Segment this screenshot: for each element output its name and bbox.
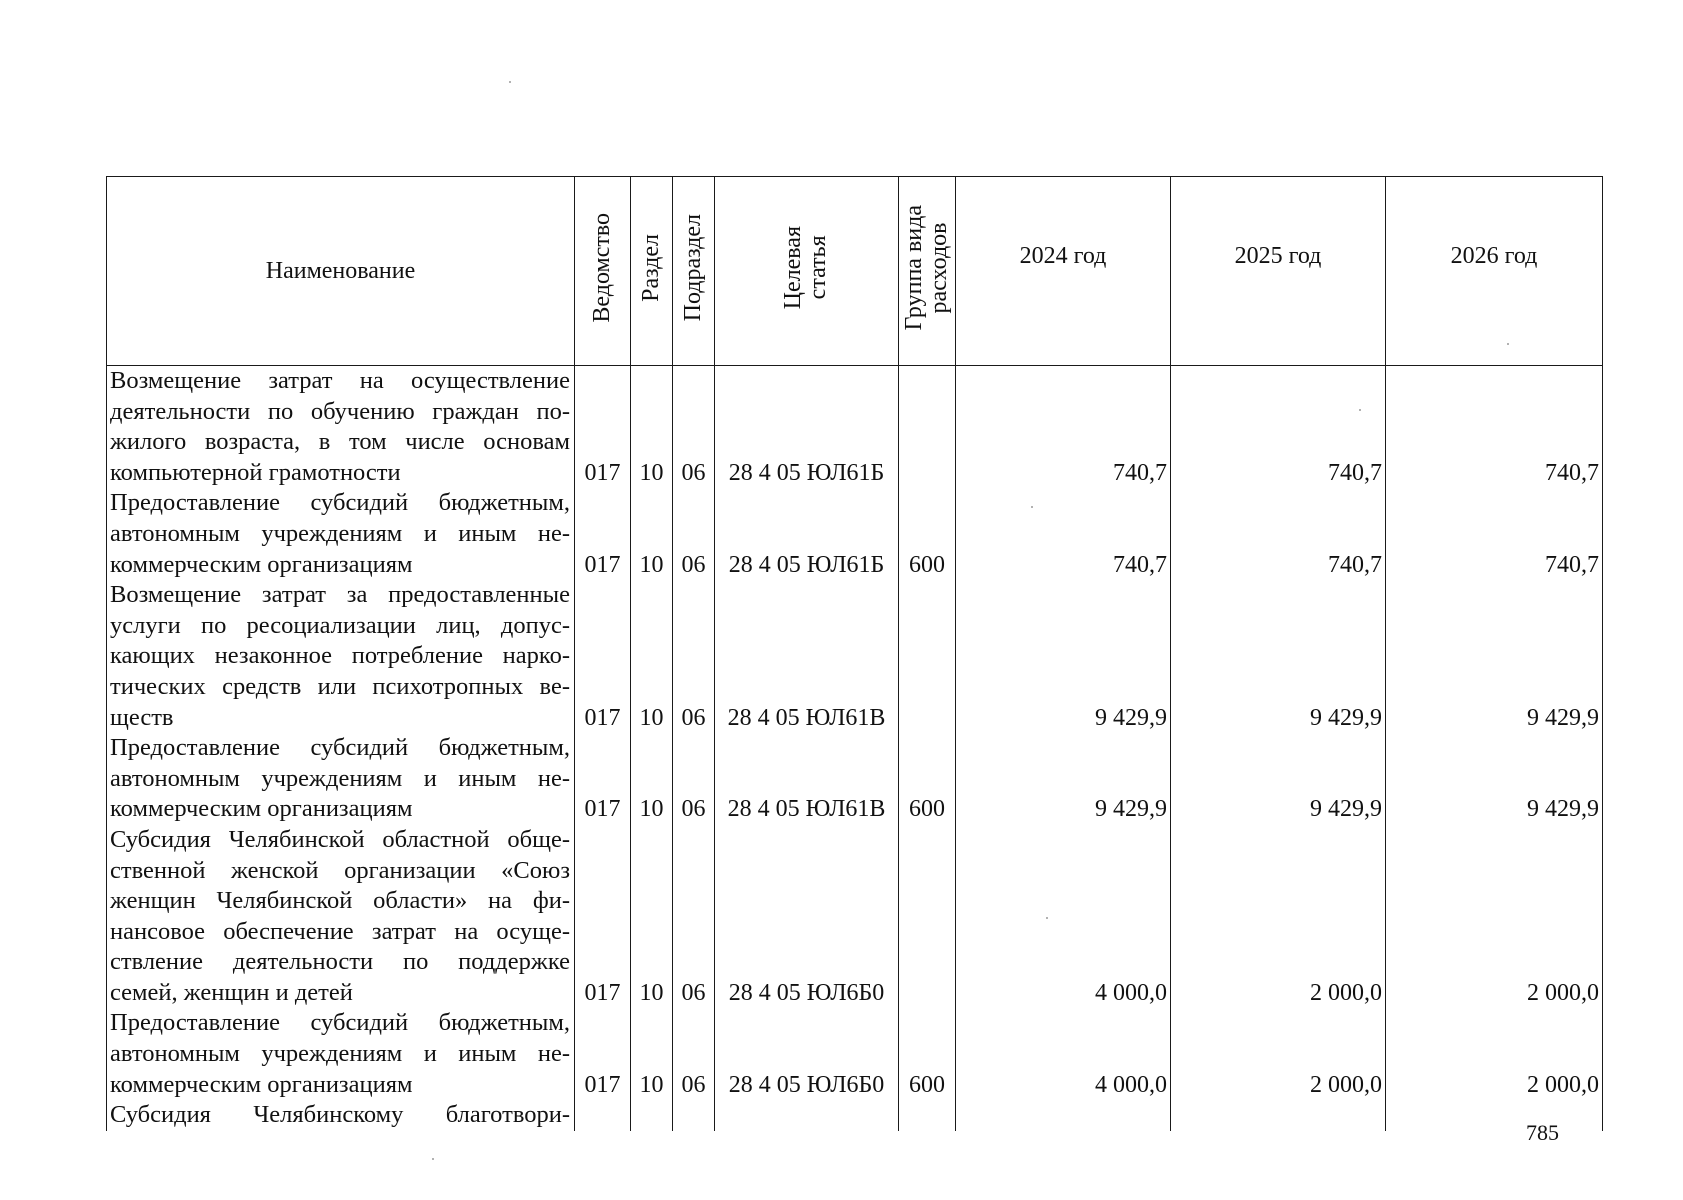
row-department: 017 — [575, 580, 631, 733]
header-2026-label: 2026 год — [1450, 242, 1538, 269]
row-name: Субсидия Челябинской областной общественной женской организации «Союз женщин Челябинской области» на финансовое обеспечение затрат на осуществление деятельности по поддержке семей, женщин и детей — [107, 825, 575, 1009]
row-section: 10 — [631, 488, 673, 580]
header-row — [107, 177, 1603, 366]
table-row — [107, 488, 1603, 580]
row-section: 10 — [631, 825, 673, 1009]
row-section: 10 — [631, 366, 673, 489]
row-name: Возмещение затрат на осуществление деятельности по обучению граждан пожилого возраста, в том числе основам компьютерной грамотности — [107, 366, 575, 489]
row-value-2026: 2 000,0 — [1386, 825, 1603, 1009]
scan-speck — [509, 81, 511, 83]
row-expense-group — [899, 366, 956, 489]
row-subsection: 06 — [673, 580, 715, 733]
row-value-2025: 740,7 — [1171, 366, 1386, 489]
row-name: Предоставление субсидий бюджетным, автономным учреждениям и иным некоммерческим организациям — [107, 488, 575, 580]
header-name-label: Наименование — [265, 257, 416, 284]
row-name: Возмещение затрат за предоставленные услуги по ресоциализации лиц, допускающих незаконное потребление наркотических средств или психотропных веществ — [107, 580, 575, 733]
row-value-2024: 4 000,0 — [956, 1008, 1171, 1100]
table-row — [107, 825, 1603, 1009]
row-department: 017 — [575, 825, 631, 1009]
row-name: Субсидия Челябинскому благотвори- — [107, 1100, 575, 1131]
table-row — [107, 366, 1603, 489]
row-value-2024 — [956, 1100, 1171, 1131]
header-expense-group-line1: Группа вида — [900, 204, 927, 331]
row-department: 017 — [575, 488, 631, 580]
scan-speck — [1046, 917, 1048, 919]
row-value-2026: 9 429,9 — [1386, 580, 1603, 733]
header-target-article-label — [781, 226, 831, 309]
row-subsection: 06 — [673, 488, 715, 580]
header-section-label: Раздел — [637, 233, 664, 302]
row-department: 017 — [575, 1008, 631, 1100]
row-section: 10 — [631, 1008, 673, 1100]
table-header — [107, 177, 1603, 366]
row-target-article — [715, 1100, 899, 1131]
row-target-article: 28 4 05 ЮЛ6Б0 — [715, 1008, 899, 1100]
row-value-2025 — [1171, 1100, 1386, 1131]
row-section: 10 — [631, 733, 673, 825]
table-row — [107, 1100, 1603, 1131]
scan-speck — [1359, 409, 1361, 411]
row-subsection: 06 — [673, 733, 715, 825]
row-expense-group: 600 — [899, 488, 956, 580]
row-target-article: 28 4 05 ЮЛ61В — [715, 733, 899, 825]
header-2024-label: 2024 год — [1019, 242, 1107, 269]
row-target-article: 28 4 05 ЮЛ61В — [715, 580, 899, 733]
row-value-2024: 4 000,0 — [956, 825, 1171, 1009]
header-expense-group-line2: расходов — [926, 222, 952, 313]
row-value-2026: 740,7 — [1386, 488, 1603, 580]
row-expense-group — [899, 580, 956, 733]
row-value-2025: 2 000,0 — [1171, 1008, 1386, 1100]
row-expense-group — [899, 1100, 956, 1131]
header-subsection — [673, 177, 715, 366]
row-value-2026: 2 000,0 — [1386, 1008, 1603, 1100]
row-value-2024: 740,7 — [956, 366, 1171, 489]
table-row — [107, 1008, 1603, 1100]
scan-speck — [1031, 506, 1033, 508]
row-value-2026: 740,7 — [1386, 366, 1603, 489]
row-value-2024: 9 429,9 — [956, 733, 1171, 825]
row-subsection — [673, 1100, 715, 1131]
row-section — [631, 1100, 673, 1131]
row-value-2024: 740,7 — [956, 488, 1171, 580]
page-number: 785 — [1526, 1120, 1559, 1145]
table-row — [107, 733, 1603, 825]
budget-table — [106, 176, 1603, 1131]
row-expense-group — [899, 825, 956, 1009]
row-department: 017 — [575, 733, 631, 825]
row-subsection: 06 — [673, 366, 715, 489]
header-target-article-line1: Целевая — [780, 225, 807, 310]
header-target-article-line2: статья — [805, 235, 832, 300]
row-value-2025: 9 429,9 — [1171, 733, 1386, 825]
header-2025-label: 2025 год — [1234, 242, 1322, 269]
table-body — [107, 366, 1603, 1131]
header-section — [631, 177, 673, 366]
header-department-label: Ведомство — [588, 212, 615, 323]
scan-speck — [1507, 343, 1509, 345]
row-target-article: 28 4 05 ЮЛ61Б — [715, 366, 899, 489]
row-expense-group: 600 — [899, 733, 956, 825]
row-target-article: 28 4 05 ЮЛ61Б — [715, 488, 899, 580]
row-value-2024: 9 429,9 — [956, 580, 1171, 733]
row-expense-group: 600 — [899, 1008, 956, 1100]
budget-table-container — [106, 176, 1602, 1131]
header-subsection-label: Подраздел — [679, 213, 706, 322]
header-name — [107, 177, 575, 366]
header-2026 — [1386, 177, 1603, 366]
table-row — [107, 580, 1603, 733]
row-value-2025: 9 429,9 — [1171, 580, 1386, 733]
row-name: Предоставление субсидий бюджетным, автономным учреждениям и иным некоммерческим организациям — [107, 1008, 575, 1100]
header-department — [575, 177, 631, 366]
row-value-2025: 2 000,0 — [1171, 825, 1386, 1009]
header-target-article — [715, 177, 899, 366]
row-value-2025: 740,7 — [1171, 488, 1386, 580]
row-subsection: 06 — [673, 825, 715, 1009]
header-2024 — [956, 177, 1171, 366]
scan-speck — [432, 1158, 434, 1160]
header-expense-group — [899, 177, 956, 366]
header-expense-group-label — [902, 205, 952, 330]
row-target-article: 28 4 05 ЮЛ6Б0 — [715, 825, 899, 1009]
row-name: Предоставление субсидий бюджетным, автономным учреждениям и иным некоммерческим организациям — [107, 733, 575, 825]
row-value-2026: 9 429,9 — [1386, 733, 1603, 825]
row-section: 10 — [631, 580, 673, 733]
row-subsection: 06 — [673, 1008, 715, 1100]
header-2025 — [1171, 177, 1386, 366]
row-value-2026 — [1386, 1100, 1603, 1131]
row-department: 017 — [575, 366, 631, 489]
row-department — [575, 1100, 631, 1131]
